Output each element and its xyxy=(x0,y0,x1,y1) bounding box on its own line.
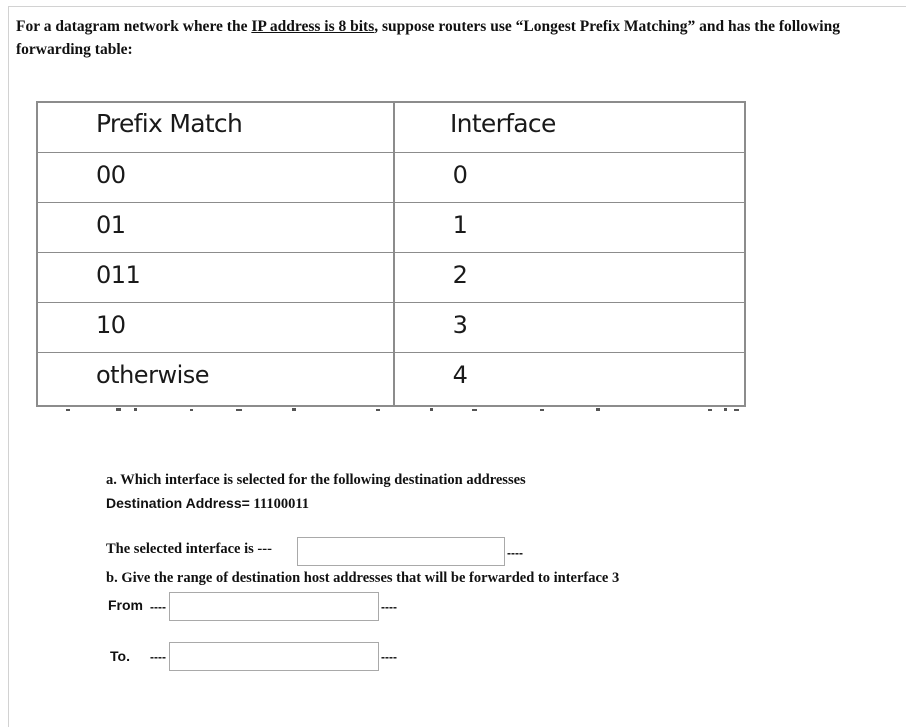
dashes-before: --- xyxy=(257,541,272,557)
to-address-input[interactable] xyxy=(169,642,379,671)
prefix-cell: otherwise xyxy=(96,361,210,389)
prefix-cell: 00 xyxy=(96,161,126,189)
interface-cell: 1 xyxy=(452,211,468,239)
from-dashes-before: ---- xyxy=(150,600,166,614)
from-label: From xyxy=(108,597,143,613)
question-part2: , suppose routers use “Longest Prefix Matching” and has the following forwarding table: xyxy=(16,18,840,58)
forwarding-table xyxy=(36,101,746,407)
interface-cell: 4 xyxy=(452,361,468,389)
table-row xyxy=(38,203,744,253)
question-part1: For a datagram network where the xyxy=(16,18,252,35)
interface-cell: 3 xyxy=(452,311,468,339)
table-row xyxy=(38,303,744,353)
part-b-question: b. Give the range of destination host addresses that will be forwarded to interface 3 xyxy=(106,570,620,586)
from-address-input[interactable] xyxy=(169,592,379,621)
cropped-text-remnant xyxy=(40,408,746,412)
selected-interface-label xyxy=(106,541,272,558)
question-underlined: IP address is 8 bits xyxy=(251,18,375,35)
to-label: To. xyxy=(110,648,130,664)
table-row xyxy=(38,353,744,405)
from-dashes-after: ---- xyxy=(381,600,397,614)
selected-label-text: The selected interface is xyxy=(106,541,254,557)
selected-interface-input[interactable] xyxy=(297,537,505,566)
destination-value: 11100011 xyxy=(249,496,310,512)
header-interface: Interface xyxy=(450,109,556,138)
prefix-cell: 011 xyxy=(96,261,141,289)
prefix-cell: 01 xyxy=(96,211,126,239)
table-row xyxy=(38,153,744,203)
destination-label: Destination Address= xyxy=(106,495,250,511)
table-row xyxy=(38,253,744,303)
prefix-cell: 10 xyxy=(96,311,126,339)
part-a-question: a. Which interface is selected for the following destination addresses xyxy=(106,472,526,488)
to-dashes-before: ---- xyxy=(150,650,166,664)
to-dashes-after: ---- xyxy=(381,650,397,664)
question-text xyxy=(16,15,896,61)
dashes-after: ---- xyxy=(507,546,523,560)
table-header-row xyxy=(38,103,744,153)
header-prefix-match: Prefix Match xyxy=(96,109,243,138)
interface-cell: 2 xyxy=(452,261,468,289)
destination-address xyxy=(106,495,309,513)
interface-cell: 0 xyxy=(452,161,468,189)
